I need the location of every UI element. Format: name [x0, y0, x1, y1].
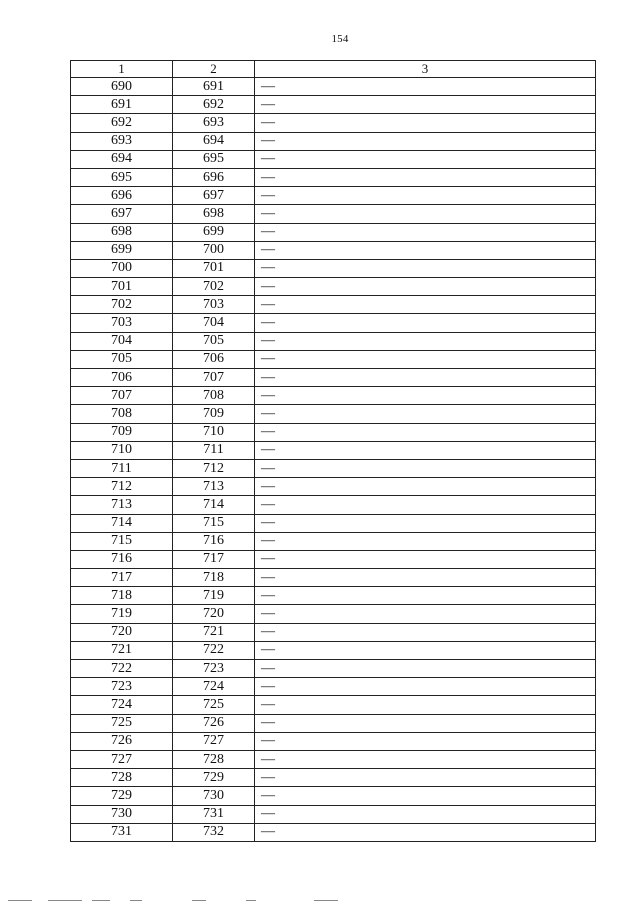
table-row — [71, 714, 596, 732]
cell-col-2: 692 — [173, 96, 255, 114]
cell-col-2: 710 — [173, 423, 255, 441]
data-table — [70, 60, 596, 842]
cell-col-3: — — [255, 350, 596, 368]
cell-col-3: — — [255, 459, 596, 477]
table-row — [71, 787, 596, 805]
cell-col-3: — — [255, 478, 596, 496]
cell-col-3: — — [255, 314, 596, 332]
cell-col-3: — — [255, 787, 596, 805]
data-table-container — [70, 60, 595, 842]
table-row — [71, 478, 596, 496]
cell-col-1: 724 — [71, 696, 173, 714]
cell-col-1: 710 — [71, 441, 173, 459]
cell-col-2: 701 — [173, 259, 255, 277]
scan-mark — [48, 900, 82, 901]
cell-col-2: 711 — [173, 441, 255, 459]
cell-col-2: 731 — [173, 805, 255, 823]
cell-col-3: — — [255, 805, 596, 823]
cell-col-3: — — [255, 441, 596, 459]
cell-col-2: 718 — [173, 569, 255, 587]
cell-col-3: — — [255, 205, 596, 223]
table-row — [71, 296, 596, 314]
cell-col-2: 715 — [173, 514, 255, 532]
cell-col-1: 714 — [71, 514, 173, 532]
cell-col-1: 712 — [71, 478, 173, 496]
table-row — [71, 696, 596, 714]
cell-col-2: 702 — [173, 278, 255, 296]
table-row — [71, 405, 596, 423]
cell-col-1: 691 — [71, 96, 173, 114]
cell-col-3: — — [255, 696, 596, 714]
cell-col-2: 693 — [173, 114, 255, 132]
cell-col-3: — — [255, 387, 596, 405]
table-row — [71, 259, 596, 277]
table-row — [71, 114, 596, 132]
cell-col-3: — — [255, 660, 596, 678]
cell-col-1: 715 — [71, 532, 173, 550]
cell-col-3: — — [255, 678, 596, 696]
cell-col-1: 707 — [71, 387, 173, 405]
table-row — [71, 350, 596, 368]
scan-mark — [192, 900, 206, 901]
table-row — [71, 660, 596, 678]
scan-mark — [130, 900, 142, 901]
cell-col-1: 723 — [71, 678, 173, 696]
cell-col-2: 708 — [173, 387, 255, 405]
cell-col-2: 709 — [173, 405, 255, 423]
cell-col-1: 696 — [71, 187, 173, 205]
column-header-1: 1 — [71, 61, 173, 78]
cell-col-1: 698 — [71, 223, 173, 241]
scan-mark — [92, 900, 110, 901]
cell-col-1: 722 — [71, 660, 173, 678]
cell-col-1: 716 — [71, 550, 173, 568]
cell-col-1: 693 — [71, 132, 173, 150]
cell-col-3: — — [255, 569, 596, 587]
cell-col-3: — — [255, 714, 596, 732]
cell-col-2: 698 — [173, 205, 255, 223]
cell-col-1: 711 — [71, 459, 173, 477]
cell-col-3: — — [255, 423, 596, 441]
table-row — [71, 168, 596, 186]
cell-col-2: 720 — [173, 605, 255, 623]
cell-col-2: 697 — [173, 187, 255, 205]
scan-mark — [314, 900, 338, 901]
cell-col-2: 724 — [173, 678, 255, 696]
table-row — [71, 205, 596, 223]
cell-col-2: 716 — [173, 532, 255, 550]
cell-col-2: 703 — [173, 296, 255, 314]
scan-mark — [246, 900, 256, 901]
table-row — [71, 750, 596, 768]
cell-col-1: 694 — [71, 150, 173, 168]
footer-scan-marks — [0, 900, 640, 904]
cell-col-2: 725 — [173, 696, 255, 714]
cell-col-3: — — [255, 332, 596, 350]
cell-col-2: 704 — [173, 314, 255, 332]
cell-col-1: 719 — [71, 605, 173, 623]
cell-col-3: — — [255, 223, 596, 241]
cell-col-3: — — [255, 623, 596, 641]
cell-col-3: — — [255, 259, 596, 277]
table-row — [71, 678, 596, 696]
cell-col-2: 691 — [173, 78, 255, 96]
cell-col-2: 730 — [173, 787, 255, 805]
column-header-2: 2 — [173, 61, 255, 78]
table-row — [71, 623, 596, 641]
cell-col-3: — — [255, 132, 596, 150]
cell-col-3: — — [255, 532, 596, 550]
cell-col-1: 706 — [71, 369, 173, 387]
cell-col-3: — — [255, 641, 596, 659]
cell-col-1: 692 — [71, 114, 173, 132]
column-header-3: 3 — [255, 61, 596, 78]
table-row — [71, 96, 596, 114]
cell-col-3: — — [255, 241, 596, 259]
cell-col-2: 713 — [173, 478, 255, 496]
scan-mark — [8, 900, 32, 901]
cell-col-2: 699 — [173, 223, 255, 241]
cell-col-3: — — [255, 96, 596, 114]
cell-col-2: 696 — [173, 168, 255, 186]
cell-col-1: 708 — [71, 405, 173, 423]
cell-col-1: 713 — [71, 496, 173, 514]
table-row — [71, 823, 596, 841]
cell-col-1: 709 — [71, 423, 173, 441]
cell-col-1: 720 — [71, 623, 173, 641]
page-number: 154 — [331, 33, 349, 45]
cell-col-1: 705 — [71, 350, 173, 368]
table-row — [71, 496, 596, 514]
cell-col-2: 721 — [173, 623, 255, 641]
cell-col-1: 728 — [71, 769, 173, 787]
table-body — [71, 78, 596, 842]
cell-col-2: 722 — [173, 641, 255, 659]
cell-col-3: — — [255, 750, 596, 768]
table-row — [71, 514, 596, 532]
cell-col-2: 700 — [173, 241, 255, 259]
cell-col-2: 719 — [173, 587, 255, 605]
cell-col-3: — — [255, 168, 596, 186]
cell-col-3: — — [255, 605, 596, 623]
table-row — [71, 605, 596, 623]
cell-col-1: 718 — [71, 587, 173, 605]
cell-col-3: — — [255, 150, 596, 168]
table-row — [71, 78, 596, 96]
cell-col-2: 726 — [173, 714, 255, 732]
cell-col-2: 706 — [173, 350, 255, 368]
table-row — [71, 150, 596, 168]
table-row — [71, 732, 596, 750]
cell-col-3: — — [255, 823, 596, 841]
table-row — [71, 223, 596, 241]
table-row — [71, 369, 596, 387]
table-row — [71, 387, 596, 405]
table-row — [71, 769, 596, 787]
cell-col-3: — — [255, 496, 596, 514]
cell-col-3: — — [255, 732, 596, 750]
cell-col-1: 702 — [71, 296, 173, 314]
cell-col-3: — — [255, 405, 596, 423]
cell-col-1: 701 — [71, 278, 173, 296]
table-row — [71, 278, 596, 296]
cell-col-1: 700 — [71, 259, 173, 277]
cell-col-3: — — [255, 514, 596, 532]
cell-col-2: 712 — [173, 459, 255, 477]
cell-col-2: 714 — [173, 496, 255, 514]
table-row — [71, 805, 596, 823]
cell-col-2: 717 — [173, 550, 255, 568]
cell-col-2: 723 — [173, 660, 255, 678]
table-row — [71, 459, 596, 477]
cell-col-1: 726 — [71, 732, 173, 750]
cell-col-1: 731 — [71, 823, 173, 841]
cell-col-3: — — [255, 296, 596, 314]
cell-col-2: 728 — [173, 750, 255, 768]
cell-col-2: 695 — [173, 150, 255, 168]
cell-col-1: 721 — [71, 641, 173, 659]
cell-col-3: — — [255, 78, 596, 96]
table-row — [71, 187, 596, 205]
table-row — [71, 423, 596, 441]
cell-col-2: 705 — [173, 332, 255, 350]
cell-col-1: 697 — [71, 205, 173, 223]
table-row — [71, 441, 596, 459]
cell-col-1: 704 — [71, 332, 173, 350]
table-row — [71, 241, 596, 259]
header-row — [71, 61, 596, 78]
cell-col-1: 717 — [71, 569, 173, 587]
cell-col-2: 729 — [173, 769, 255, 787]
cell-col-2: 727 — [173, 732, 255, 750]
cell-col-1: 730 — [71, 805, 173, 823]
table-row — [71, 132, 596, 150]
cell-col-3: — — [255, 769, 596, 787]
cell-col-1: 703 — [71, 314, 173, 332]
cell-col-3: — — [255, 369, 596, 387]
cell-col-2: 707 — [173, 369, 255, 387]
table-row — [71, 532, 596, 550]
cell-col-3: — — [255, 587, 596, 605]
cell-col-1: 729 — [71, 787, 173, 805]
cell-col-1: 727 — [71, 750, 173, 768]
cell-col-3: — — [255, 278, 596, 296]
cell-col-3: — — [255, 550, 596, 568]
table-row — [71, 641, 596, 659]
table-row — [71, 314, 596, 332]
table-row — [71, 332, 596, 350]
cell-col-2: 694 — [173, 132, 255, 150]
cell-col-1: 725 — [71, 714, 173, 732]
cell-col-3: — — [255, 114, 596, 132]
cell-col-1: 699 — [71, 241, 173, 259]
cell-col-1: 690 — [71, 78, 173, 96]
cell-col-2: 732 — [173, 823, 255, 841]
table-header — [71, 61, 596, 78]
table-row — [71, 550, 596, 568]
cell-col-3: — — [255, 187, 596, 205]
table-row — [71, 587, 596, 605]
table-row — [71, 569, 596, 587]
cell-col-1: 695 — [71, 168, 173, 186]
